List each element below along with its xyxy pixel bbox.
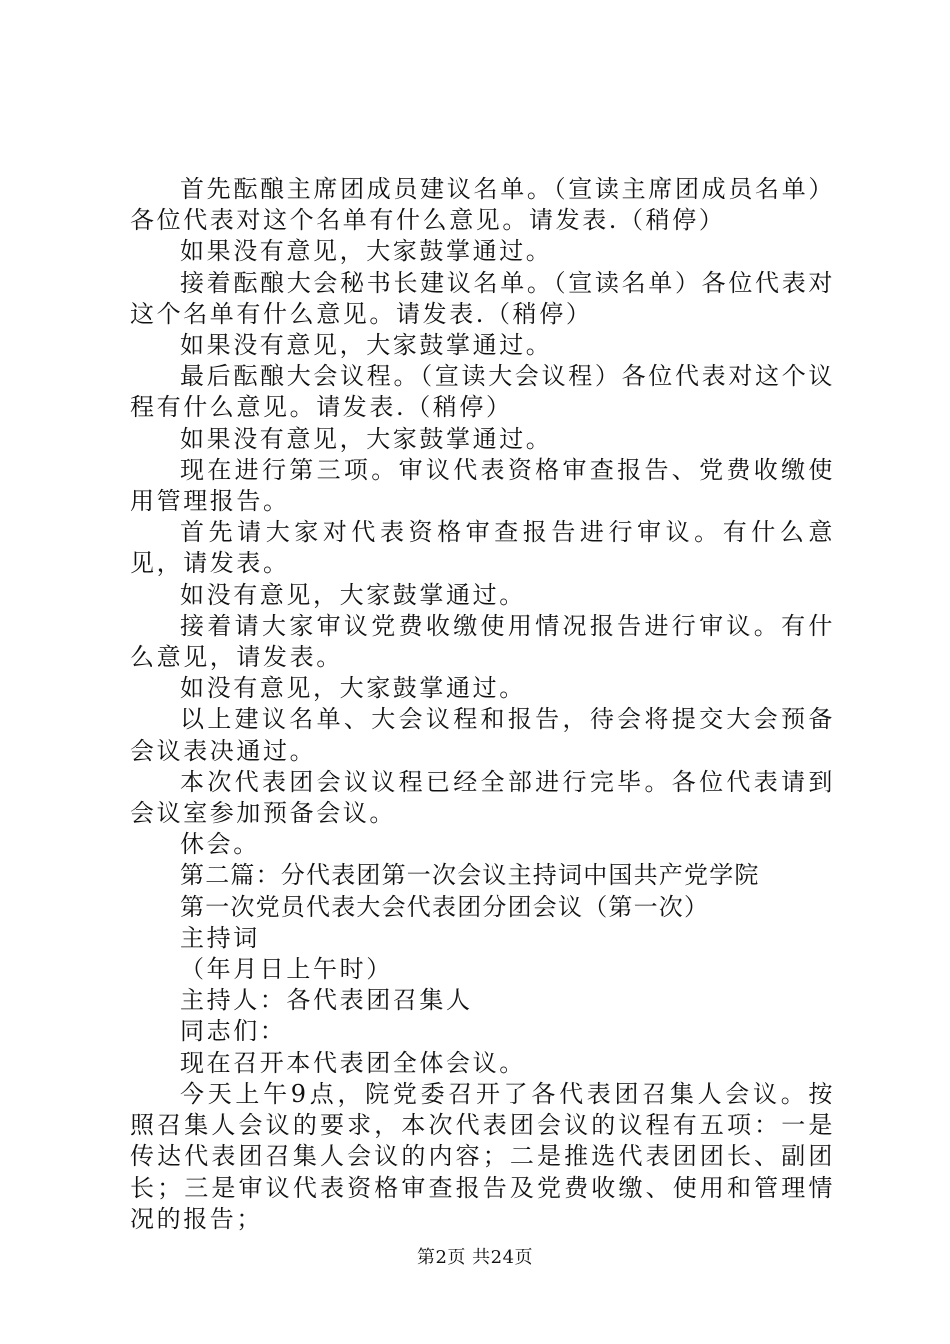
paragraph: 最后酝酿大会议程。（宣读大会议程）各位代表对这个议程有什么意见。请发表.（稍停） [130, 362, 835, 422]
paragraph: 如没有意见，大家鼓掌通过。 [180, 674, 526, 703]
paragraph: 如果没有意见，大家鼓掌通过。 [180, 331, 553, 360]
paragraph: 现在进行第三项。审议代表资格审查报告、党费收缴使用管理报告。 [130, 455, 835, 516]
document-body [130, 174, 835, 1235]
paragraph: 如果没有意见，大家鼓掌通过。 [180, 237, 553, 266]
paragraph: 首先酝酿主席团成员建议名单。（宣读主席团成员名单）各位代表对这个名单有什么意见。请发表.（稍停） [130, 175, 835, 235]
paragraph: 休会。 [180, 830, 260, 859]
paragraph: 现在召开本代表团全体会议。 [180, 1048, 526, 1077]
page-number-footer: 第2页 共24页 [416, 1247, 534, 1268]
paragraph: 接着酝酿大会秘书长建议名单。（宣读名单）各位代表对这个名单有什么意见。请发表.（稍停） [130, 268, 835, 328]
paragraph: 首先请大家对代表资格审查报告进行审议。有什么意见，请发表。 [130, 518, 835, 578]
paragraph: 同志们： [180, 1017, 287, 1046]
paragraph: 主持人：各代表团召集人 [180, 986, 473, 1015]
paragraph: 本次代表团会议议程已经全部进行完毕。各位代表请到会议室参加预备会议。 [130, 767, 835, 828]
paragraph: 如果没有意见，大家鼓掌通过。 [180, 424, 553, 453]
paragraph: 以上建议名单、大会议程和报告，待会将提交大会预备会议表决通过。 [130, 705, 835, 765]
paragraph: 今天上午9点，院党委召开了各代表团召集人会议。按照召集人会议的要求，本次代表团会议的议程有五项：一是传达代表团召集人会议的内容；二是推选代表团团长、副团长；三是审议代表资格审查报告及党费收缴、使用和管理情况的报告； [130, 1079, 835, 1233]
section-heading: 第二篇：分代表团第一次会议主持词中国共产党学院 [180, 861, 760, 890]
paragraph: （年月日上午时） [180, 955, 393, 984]
paragraph: 接着请大家审议党费收缴使用情况报告进行审议。有什么意见，请发表。 [130, 611, 835, 672]
paragraph: 如没有意见，大家鼓掌通过。 [180, 580, 526, 609]
paragraph: 第一次党员代表大会代表团分团会议（第一次） [180, 892, 710, 921]
paragraph: 主持词 [180, 923, 260, 952]
